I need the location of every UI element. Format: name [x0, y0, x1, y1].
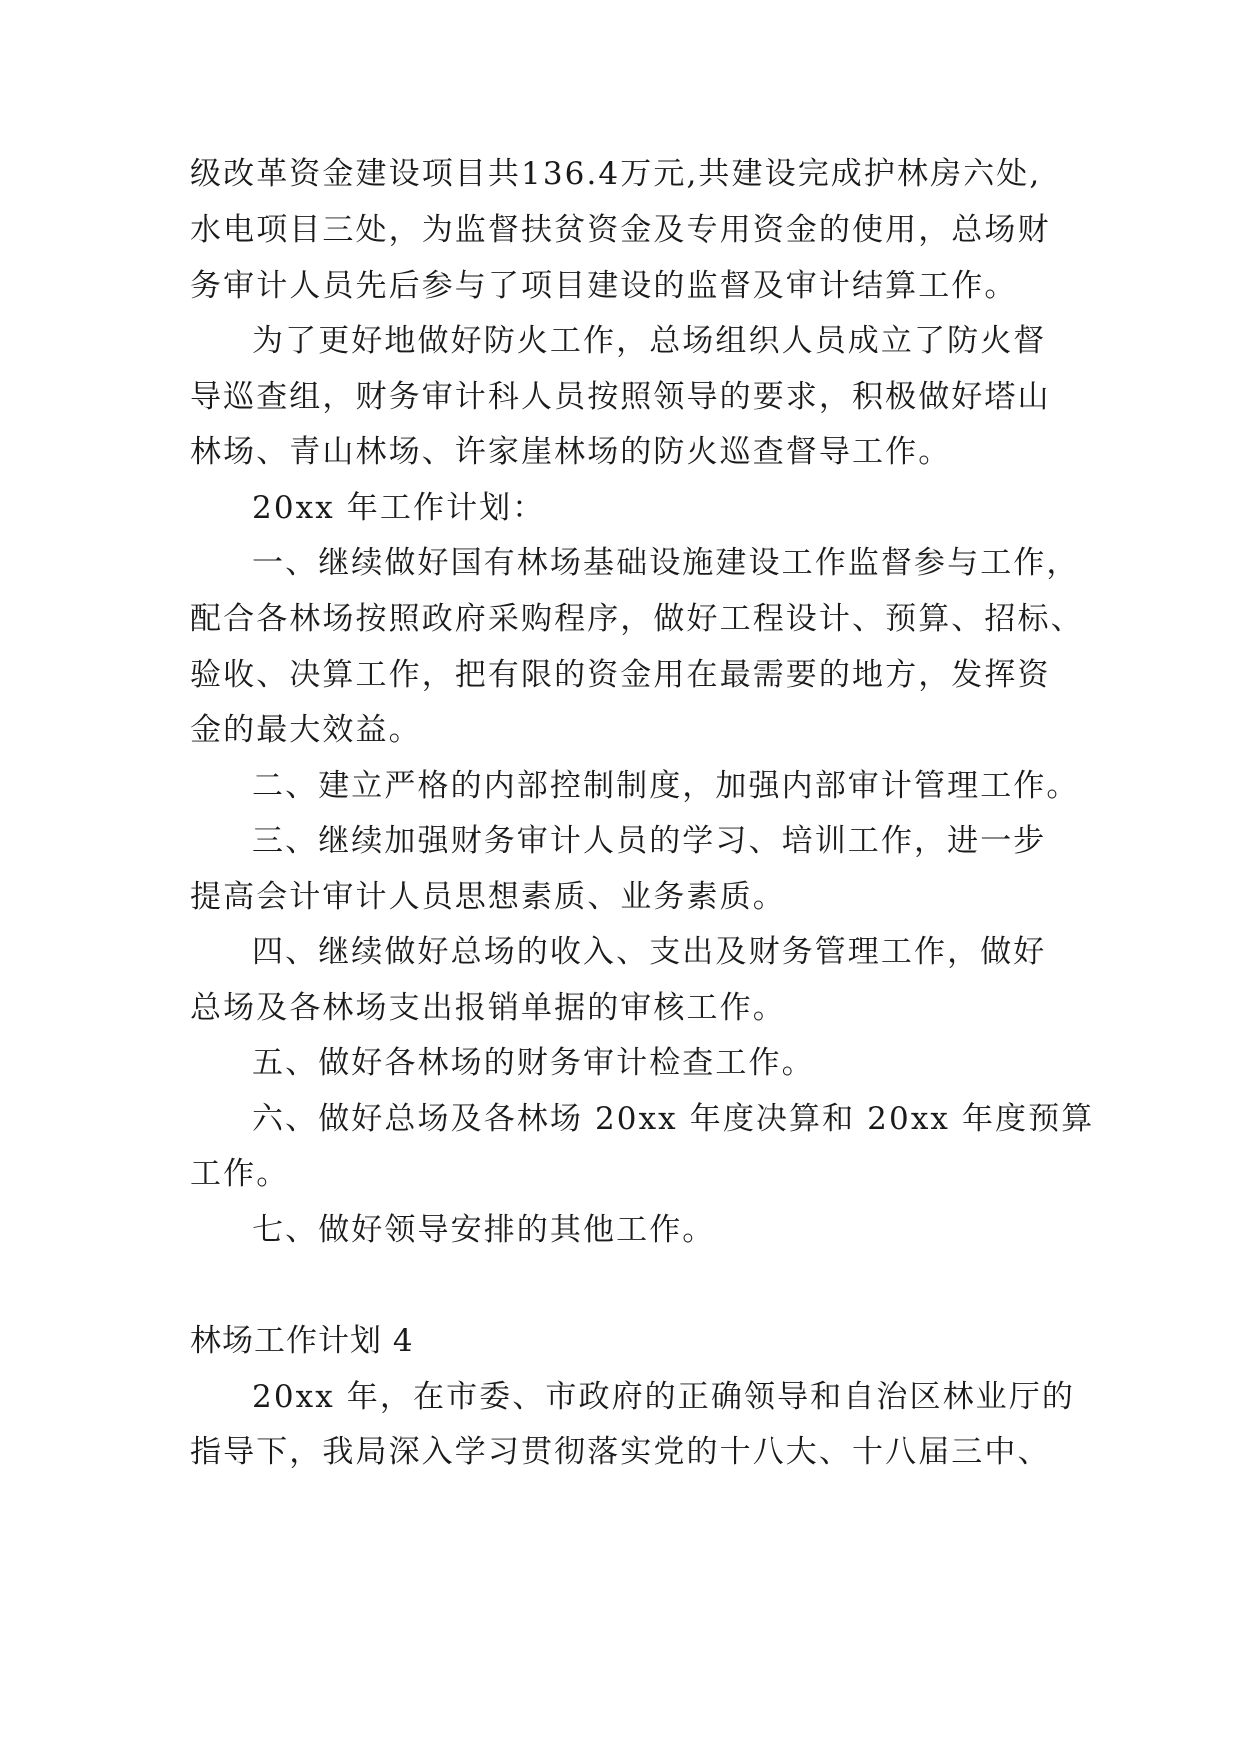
text-line: 总场及各林场支出报销单据的审核工作。 — [190, 990, 786, 1026]
text-line: 配合各林场按照政府采购程序，做好工程设计、预算、招标、 — [190, 601, 1084, 637]
text-line: 级改革资金建设项目共136.4万元,共建设完成护林房六处, — [190, 156, 1042, 192]
plan-item-5: 五、做好各林场的财务审计检查工作。 — [252, 1045, 815, 1081]
text-line: 验收、决算工作，把有限的资金用在最需要的地方，发挥资 — [190, 657, 1051, 693]
plan-heading: 20xx 年工作计划： — [252, 490, 546, 526]
text-line: 工作。 — [190, 1156, 290, 1192]
text-line: 务审计人员先后参与了项目建设的监督及审计结算工作。 — [190, 268, 1018, 304]
text-line: 金的最大效益。 — [190, 712, 422, 748]
section-title: 林场工作计划 4 — [190, 1323, 414, 1359]
plan-item-2: 二、建立严格的内部控制制度，加强内部审计管理工作。 — [252, 768, 1080, 804]
paragraph-start: 为了更好地做好防火工作，总场组织人员成立了防火督 — [252, 323, 1047, 359]
plan-item-4: 四、继续做好总场的收入、支出及财务管理工作，做好 — [252, 934, 1047, 970]
text-line: 提高会计审计人员思想素质、业务素质。 — [190, 879, 786, 915]
plan-item-7: 七、做好领导安排的其他工作。 — [252, 1212, 716, 1248]
text-line: 水电项目三处，为监督扶贫资金及专用资金的使用，总场财 — [190, 212, 1051, 248]
plan-item-1: 一、继续做好国有林场基础设施建设工作监督参与工作， — [252, 545, 1080, 581]
text-line: 导巡查组，财务审计科人员按照领导的要求，积极做好塔山 — [190, 379, 1051, 415]
plan-item-6: 六、做好总场及各林场 20xx 年度决算和 20xx 年度预算 — [252, 1101, 1095, 1137]
text-line: 指导下，我局深入学习贯彻落实党的十八大、十八届三中、 — [190, 1434, 1051, 1470]
text-line: 林场、青山林场、许家崖林场的防火巡查督导工作。 — [190, 434, 952, 470]
paragraph-start: 20xx 年，在市委、市政府的正确领导和自治区林业厅的 — [252, 1379, 1075, 1415]
plan-item-3: 三、继续加强财务审计人员的学习、培训工作，进一步 — [252, 823, 1047, 859]
